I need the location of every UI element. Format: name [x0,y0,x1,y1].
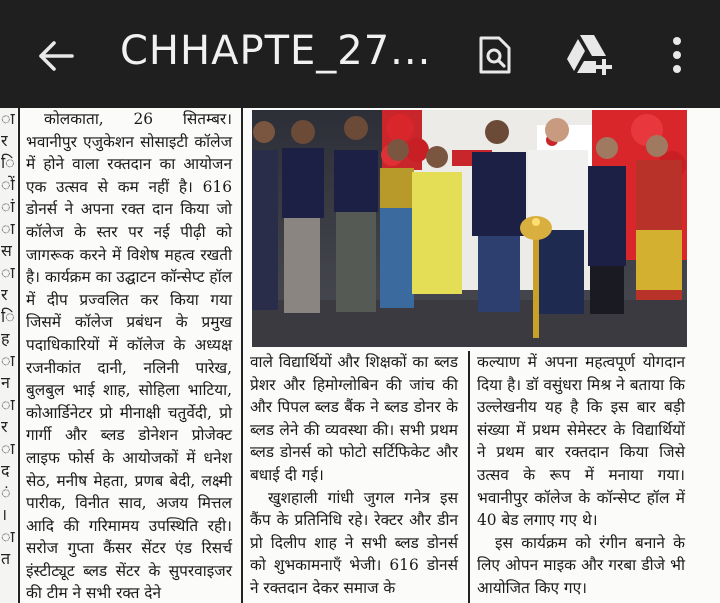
group-photo-image [252,110,687,347]
edge-glyph: ं [1,483,11,502]
app-top-bar [0,0,720,108]
article-column-3 [477,351,685,600]
edge-glyph: ा [1,263,15,282]
edge-glyph: र [1,131,8,150]
search-document-icon[interactable] [470,30,520,80]
article-paragraph: कल्याण में अपना महत्वपूर्ण योगदान दिया है। डॉ वसुंधरा मिश्र ने बताया कि उल्लेखनीय यह है कि इस बार बड़ी संख्या में प्रथम सेमेस्टर के विद्यार्थियों ने प्रथम बार रक्तदान किया जिसे उत्सव के रूप में मनाया गया।भवानीपुर कॉलेज के कॉन्सेप्ट हॉल में 40 बेड लगाए गए थे। [477,353,685,530]
article-column-1 [26,108,232,603]
edge-glyph: द [1,461,10,480]
article-paragraph: कोलकाता, 26 सितम्बर। भवानीपुर एजुकेशन सोसाइटी कॉलेज में होने वाला रक्तदान का आयोजन एक उत्सव से कम नहीं है। 616 डोनर्स ने अपना रक्त दान किया जो कॉलेज के स्तर पर नई पीढ़ी को जागरूक करने में विशेष महत्व रखती है। कार्यक्रम का उद्घाटन कॉन्सेप्ट हॉल में दीप प्रज्वलित कर किया गया जिसमें कॉलेज प्रबंधन के प्रमुख पदाधिकारियों में कॉलेज के अध्यक्ष रजनीकांत दानी, नलिनी पारेख, बुलबुल भाई शाह, सोहिला भाटिया, कोआर्डिनेटर प्रो मीनाक्षी चतुर्वेदी, प्रो गार्गी और ब्लड डोनेशन प्रोजेक्ट लाइफ फोर्स के आयोजकों में धनेश सेठ, मनीष मेहता, प्रणब बेदी, लक्ष्मी पारीक, विनीत साव, अजय मित्तल आदि की गरिमामय उपस्थिति रही।सरोज गुप्ता कैंसर सेंटर एंड रिसर्च इंस्टीट्यूट ब्लड सेंटर के सुपरवाइजर की टीम ने सभी रक्त देने [26,110,232,603]
newspaper-page [0,108,720,603]
edge-glyph: ों [1,175,15,194]
edge-glyph: न [1,373,10,392]
column-rule [468,351,470,603]
edge-glyph: ां [1,197,15,216]
edge-glyph: ा [1,219,15,238]
edge-glyph: ा [1,351,15,370]
edge-glyph: र [1,285,8,304]
previous-column-edge [0,108,17,603]
back-arrow-icon[interactable] [34,34,78,78]
edge-glyph: र [1,417,8,436]
edge-glyph: ि [1,153,15,172]
edge-glyph: ह [1,329,10,348]
article-column-2 [250,351,458,600]
article-paragraph: खुशहाली गांधी जुगल गनेत्र इस कैंप के प्रतिनिधि रहे। रेक्टर और डीन प्रो दिलीप शाह ने सभी ब्लड डोनर्स को शुभकामनाएँ भेजी। 616 डोनर्स ने रक्तदान देकर समाज के [250,488,458,597]
edge-glyph: स [1,241,12,260]
column-rule [18,108,20,603]
edge-glyph: ि [1,307,15,326]
edge-glyph: ा [1,527,15,546]
column-rule [241,108,243,603]
edge-glyph: ा [1,395,15,414]
article-paragraph: वाले विद्यार्थियों और शिक्षकों का ब्लड प्रेशर और हिमोग्लोबिन की जांच की और पिपल ब्लड बैंक ने ब्लड डोनर के ब्लड लेने की व्यवस्था की। सभी प्रथम ब्लड डोनर्स को फोटो सर्टिफिकेट और बधाई दी गई। [250,353,458,484]
document-title: CHHAPTE_27... [120,28,432,74]
article-paragraph: इस कार्यक्रम को रंगीन बनाने के लिए ओपन माइक और गरबा डीजे भी आयोजित किए गए। [477,533,685,597]
add-to-drive-icon[interactable] [566,30,616,80]
edge-glyph: । [1,505,8,524]
edge-glyph: ा [1,109,15,128]
edge-glyph: ा [1,439,15,458]
edge-glyph: त [1,549,11,568]
more-options-icon[interactable] [652,30,702,80]
